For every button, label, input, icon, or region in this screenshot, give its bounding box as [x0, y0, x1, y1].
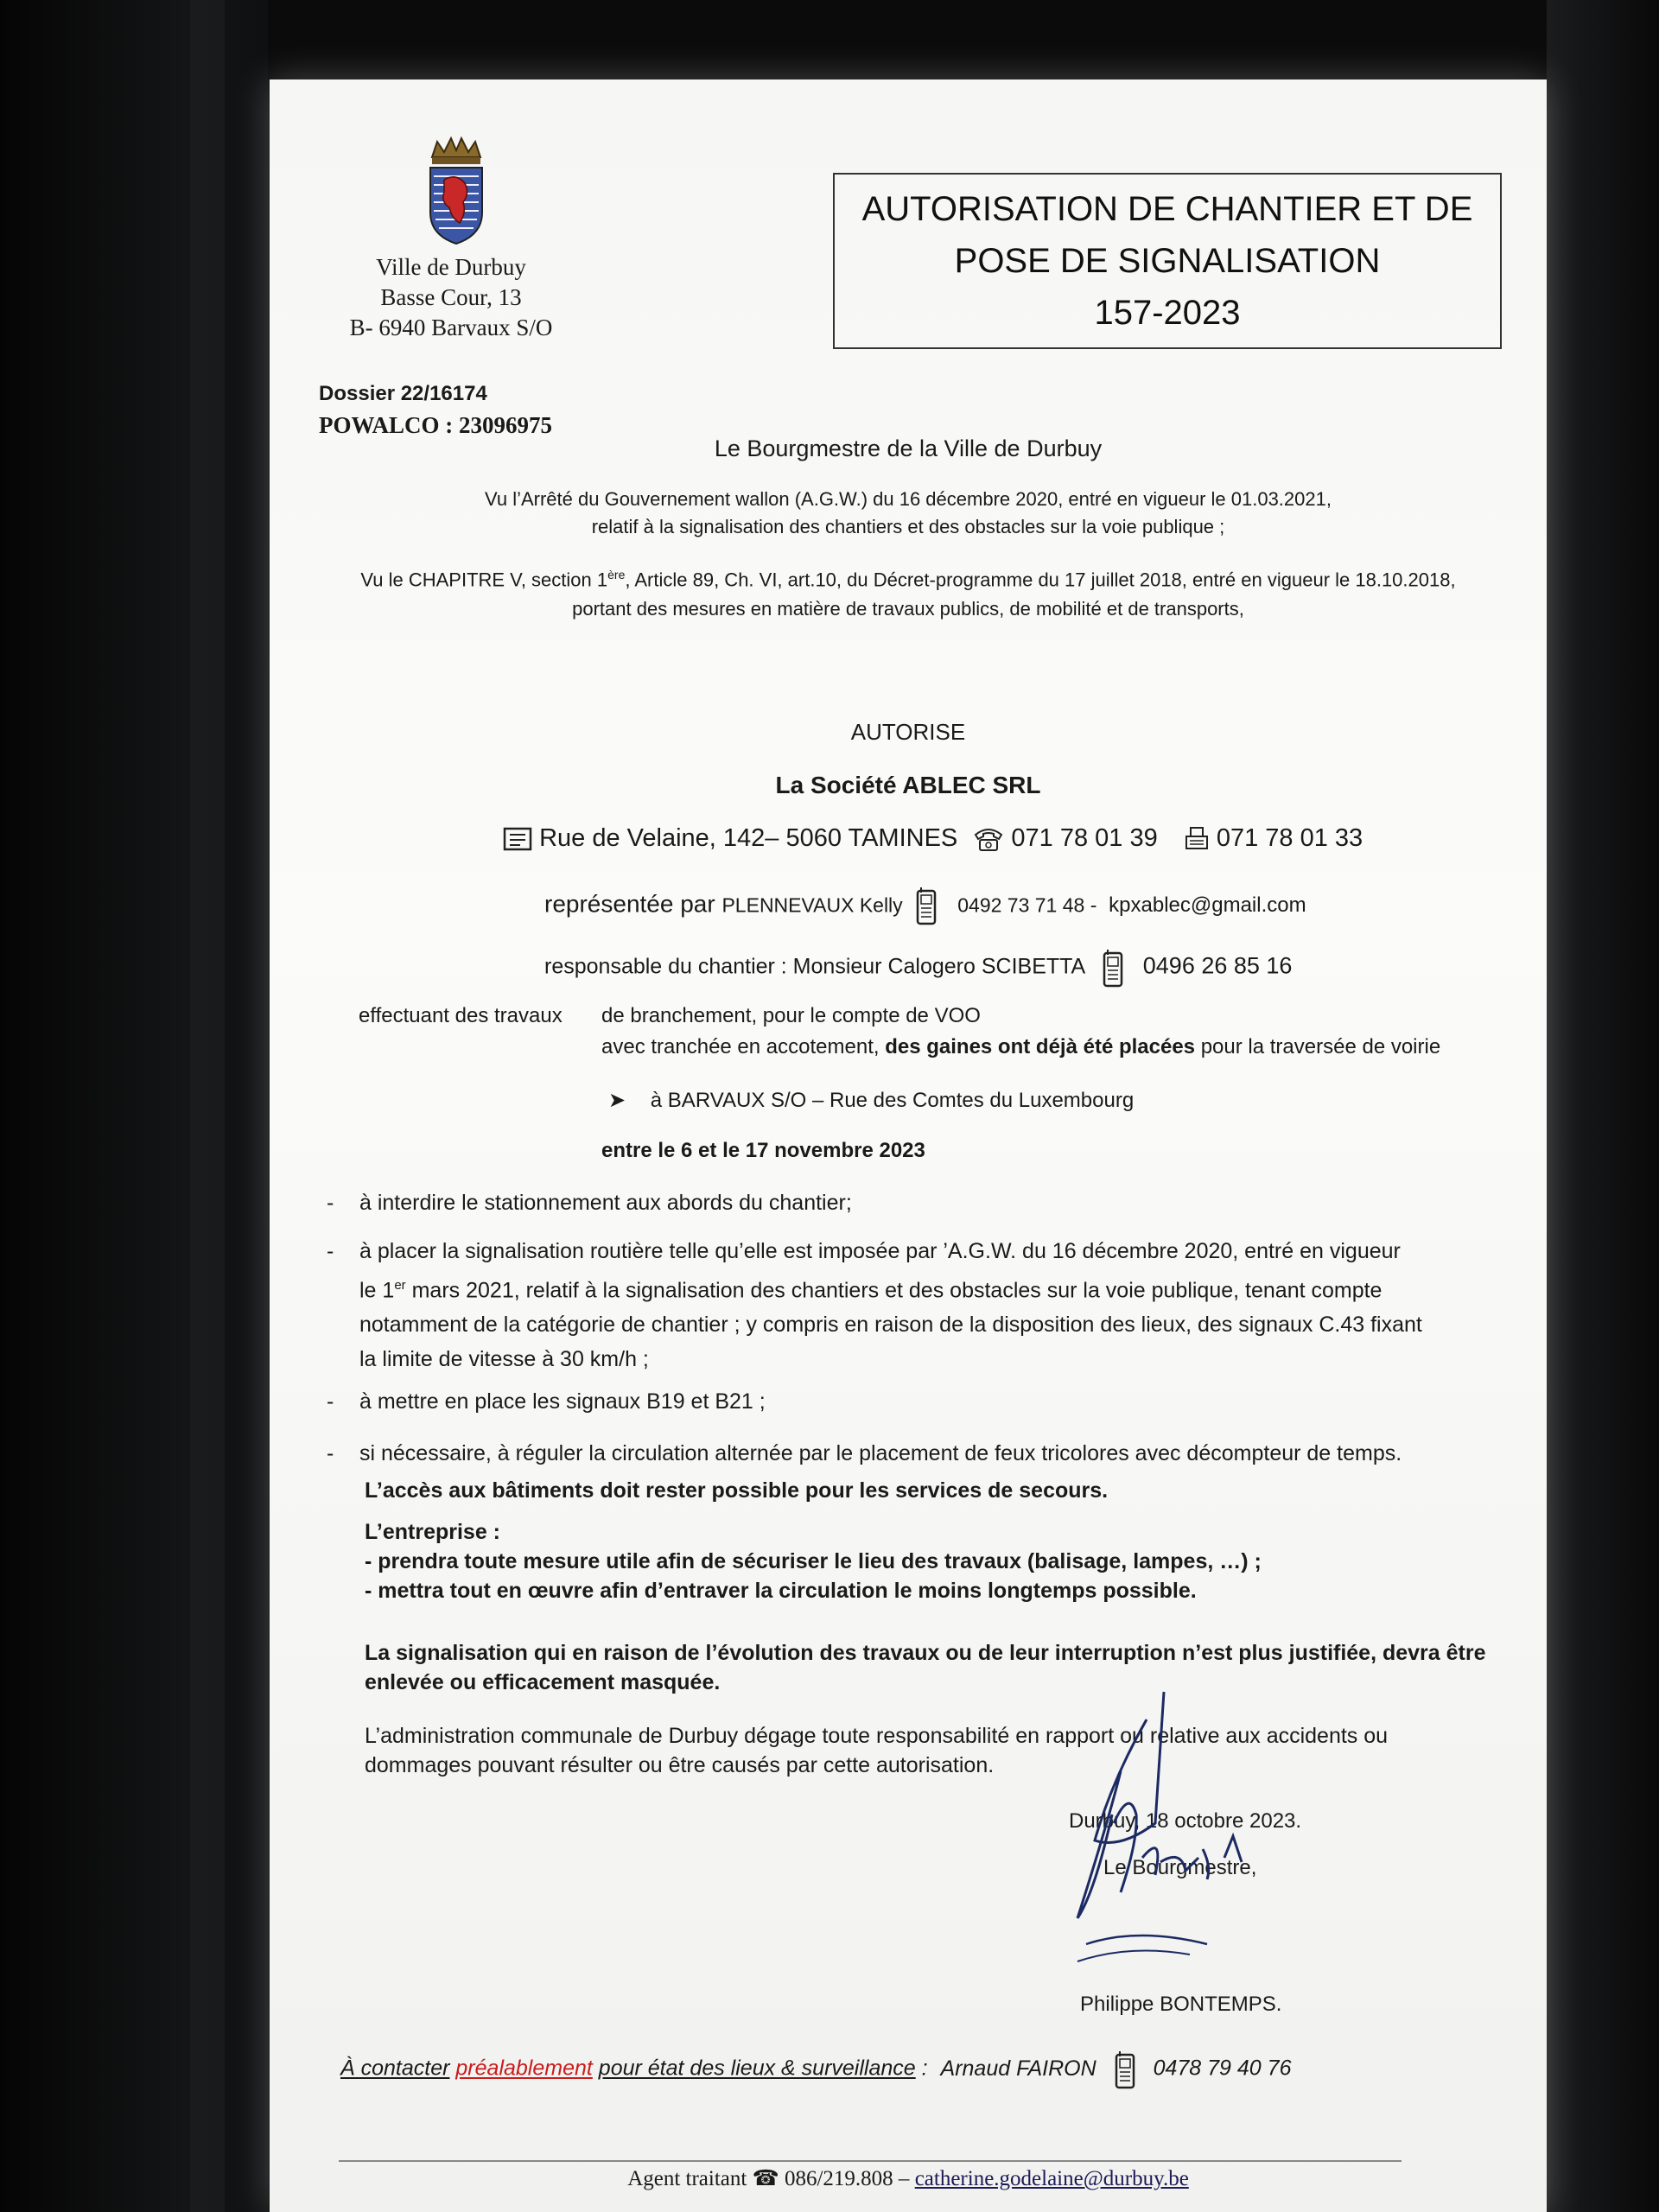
works-line-2	[601, 1035, 1440, 1059]
contact-name: Arnaud FAIRON	[940, 2056, 1096, 2081]
legal-ref-2-text-b: , Article 89, Ch. VI, art.10, du Décret-programme du 17 juillet 2018, entré en vigueur le 18.10.2018,	[625, 569, 1456, 591]
signature-place-date: Durbuy, 18 octobre 2023.	[1069, 1809, 1302, 1833]
title-line-1: AUTORISATION DE CHANTIER ET DE	[861, 190, 1473, 228]
condition-item: - à interdire le stationnement aux abords du chantier;	[327, 1191, 852, 1215]
dossier-block	[319, 378, 552, 441]
representative-line	[544, 886, 1306, 925]
condition-2-sup: er	[394, 1278, 406, 1293]
legal-ref-2-line-2: portant des mesures en matière de travaux publics, de mobilité et de transports,	[572, 598, 1244, 620]
company-phone: 071 78 01 39	[1011, 824, 1158, 852]
legal-ref-1-line-1: Vu l’Arrêté du Gouvernement wallon (A.G.W.) du 16 décembre 2020, entré en vigueur le 01.03.2021,	[485, 488, 1332, 510]
condition-2-line-4: la limite de vitesse à 30 km/h ;	[359, 1347, 649, 1372]
liability-line-2: dommages pouvant résulter ou être causés par cette autorisation.	[365, 1753, 995, 1777]
municipality-city: B- 6940 Barvaux S/O	[349, 315, 553, 340]
signage-line-1: La signalisation qui en raison de l’évolution des travaux ou de leur interruption n’est plus justifiée, devra être	[365, 1641, 1486, 1665]
contact-phone: 0478 79 40 76	[1153, 2056, 1292, 2081]
site-manager-line	[544, 948, 1292, 988]
mobile-phone-icon	[914, 886, 938, 925]
works-line-2-a: avec tranchée en accotement,	[601, 1035, 880, 1058]
works-line-1: de branchement, pour le compte de VOO	[601, 1004, 981, 1027]
contact-line	[340, 2050, 1291, 2089]
access-note: L’accès aux bâtiments doit rester possible pour les services de secours.	[365, 1478, 1109, 1503]
condition-2-line-2	[359, 1268, 1517, 1307]
legal-ref-2-line-1	[270, 560, 1547, 594]
legal-ref-2-text-a: Vu le CHAPITRE V, section 1	[360, 569, 608, 591]
authority-heading: Le Bourgmestre de la Ville de Durbuy	[714, 435, 1103, 461]
background-left	[0, 0, 268, 2212]
footer-agent: Agent traitant	[627, 2167, 747, 2190]
contact-colon: :	[921, 2056, 928, 2081]
telephone-icon	[973, 826, 1004, 852]
condition-2-line-1: à placer la signalisation routière telle qu’elle est imposée par ’A.G.W. du 16 décembre 2020, entré en vigueur	[359, 1239, 1401, 1263]
condition-item: - si nécessaire, à réguler la circulation alternée par le placement de feux tricolores avec décompteur de temps.	[327, 1441, 1402, 1465]
footer-phone-icon: ☎	[752, 2167, 779, 2190]
contact-suffix: pour état des lieux & surveillance	[598, 2056, 916, 2081]
company-address: Rue de Velaine, 142– 5060 TAMINES	[539, 824, 958, 852]
autorise-heading: AUTORISE	[850, 719, 966, 745]
representative-email: kpxablec@gmail.com	[1109, 893, 1306, 918]
legal-reference-1	[270, 486, 1547, 541]
condition-item: - à mettre en place les signaux B19 et B21 ;	[327, 1389, 766, 1414]
mobile-phone-icon	[1101, 948, 1125, 988]
condition-4: si nécessaire, à réguler la circulation alternée par le placement de feux tricolores avec décompteur de temps.	[359, 1441, 1402, 1465]
fax-icon	[1184, 826, 1210, 852]
powalco-number: POWALCO : 23096975	[319, 412, 552, 438]
title-number: 157-2023	[1094, 294, 1241, 332]
signage-note	[365, 1638, 1486, 1697]
condition-1: à interdire le stationnement aux abords du chantier;	[359, 1191, 852, 1215]
municipality-name: Ville de Durbuy	[376, 254, 526, 280]
condition-2-l2a: le 1	[359, 1278, 395, 1303]
mobile-phone-icon	[1113, 2050, 1137, 2089]
liability-line-1: L’administration communale de Durbuy dégage toute responsabilité en rapport ou relative aux accidents ou	[365, 1724, 1389, 1748]
footer-email-link[interactable]: catherine.godelaine@durbuy.be	[914, 2167, 1189, 2190]
representative-phone: 0492 73 71 48 -	[957, 893, 1097, 917]
document-title-box	[833, 173, 1502, 349]
representative-name: PLENNEVAUX Kelly	[721, 893, 903, 917]
legal-ref-2-sup: ère	[607, 568, 626, 582]
frame-edge	[190, 0, 225, 2212]
signature-role: Le Bourgmestre,	[1103, 1856, 1257, 1879]
legal-ref-1-line-2: relatif à la signalisation des chantiers et des obstacles sur la voie publique ;	[591, 516, 1225, 537]
site-manager-phone: 0496 26 85 16	[1142, 952, 1293, 979]
works-location: à BARVAUX S/O – Rue des Comtes du Luxembourg	[650, 1089, 1135, 1112]
arrow-bullet-icon: ➤	[608, 1089, 626, 1112]
footer-phone: 086/219.808 –	[784, 2167, 910, 2190]
works-dates: entre le 6 et le 17 novembre 2023	[601, 1139, 925, 1162]
background-right	[1547, 0, 1659, 2212]
works-label: effectuant des travaux	[359, 1004, 563, 1027]
company-label: L’entreprise :	[365, 1520, 500, 1544]
footer-line	[270, 2165, 1547, 2191]
dossier-number: Dossier 22/16174	[319, 382, 487, 405]
condition-3: à mettre en place les signaux B19 et B21 ;	[359, 1389, 766, 1414]
condition-2-l2b: mars 2021, relatif à la signalisation des chantiers et des obstacles sur la voie publique, tenant compte	[405, 1278, 1382, 1303]
municipality-address	[321, 252, 581, 343]
envelope-icon	[503, 827, 532, 851]
contact-highlight: préalablement	[455, 2056, 593, 2081]
municipality-street: Basse Cour, 13	[380, 284, 522, 310]
company-obligations	[365, 1517, 1262, 1605]
works-location-line	[608, 1088, 1134, 1113]
company-obligation-1: - prendra toute mesure utile afin de sécuriser le lieu des travaux (balisage, lampes, …) ;	[365, 1549, 1262, 1573]
works-line-2-b: des gaines ont déjà été placées	[885, 1035, 1196, 1058]
title-line-2: POSE DE SIGNALISATION	[954, 242, 1381, 280]
condition-2-line-3: notamment de la catégorie de chantier ; y compris en raison de la disposition des lieux, des signaux C.43 fixant	[359, 1313, 1422, 1338]
company-name: La Société ABLEC SRL	[775, 772, 1041, 798]
signage-line-2: enlevée ou efficacement masquée.	[365, 1670, 721, 1694]
company-obligation-2: - mettra tout en œuvre afin d’entraver la circulation le moins longtemps possible.	[365, 1579, 1197, 1603]
document-sheet	[270, 79, 1547, 2212]
works-line-2-c: pour la traversée de voirie	[1200, 1035, 1441, 1058]
footer-divider	[339, 2160, 1402, 2162]
represented-label: représentée par	[544, 890, 715, 918]
company-address-line	[503, 824, 1363, 853]
company-fax: 071 78 01 33	[1216, 824, 1363, 852]
handwritten-signature	[1060, 1685, 1259, 2013]
legal-reference-2	[270, 560, 1547, 624]
site-manager-text: responsable du chantier : Monsieur Calogero SCIBETTA	[544, 954, 1084, 979]
coat-of-arms-icon	[425, 133, 487, 247]
contact-prefix: À contacter	[340, 2056, 450, 2081]
signatory-name: Philippe BONTEMPS.	[1080, 1993, 1282, 2016]
condition-item: - à placer la signalisation routière telle qu’elle est imposée par ’A.G.W. du 16 décembre 2020, entré en vigueur le 1er mars 2021, relatif à la signalisation des chantiers et des obstacles sur la voie publique, tenant compte notamment de la catégorie de chantier ; y compris en raison de la disposition des lieux, des signaux C.43 fixant la limite de vitesse à 30 km/h ;	[359, 1234, 1517, 1376]
